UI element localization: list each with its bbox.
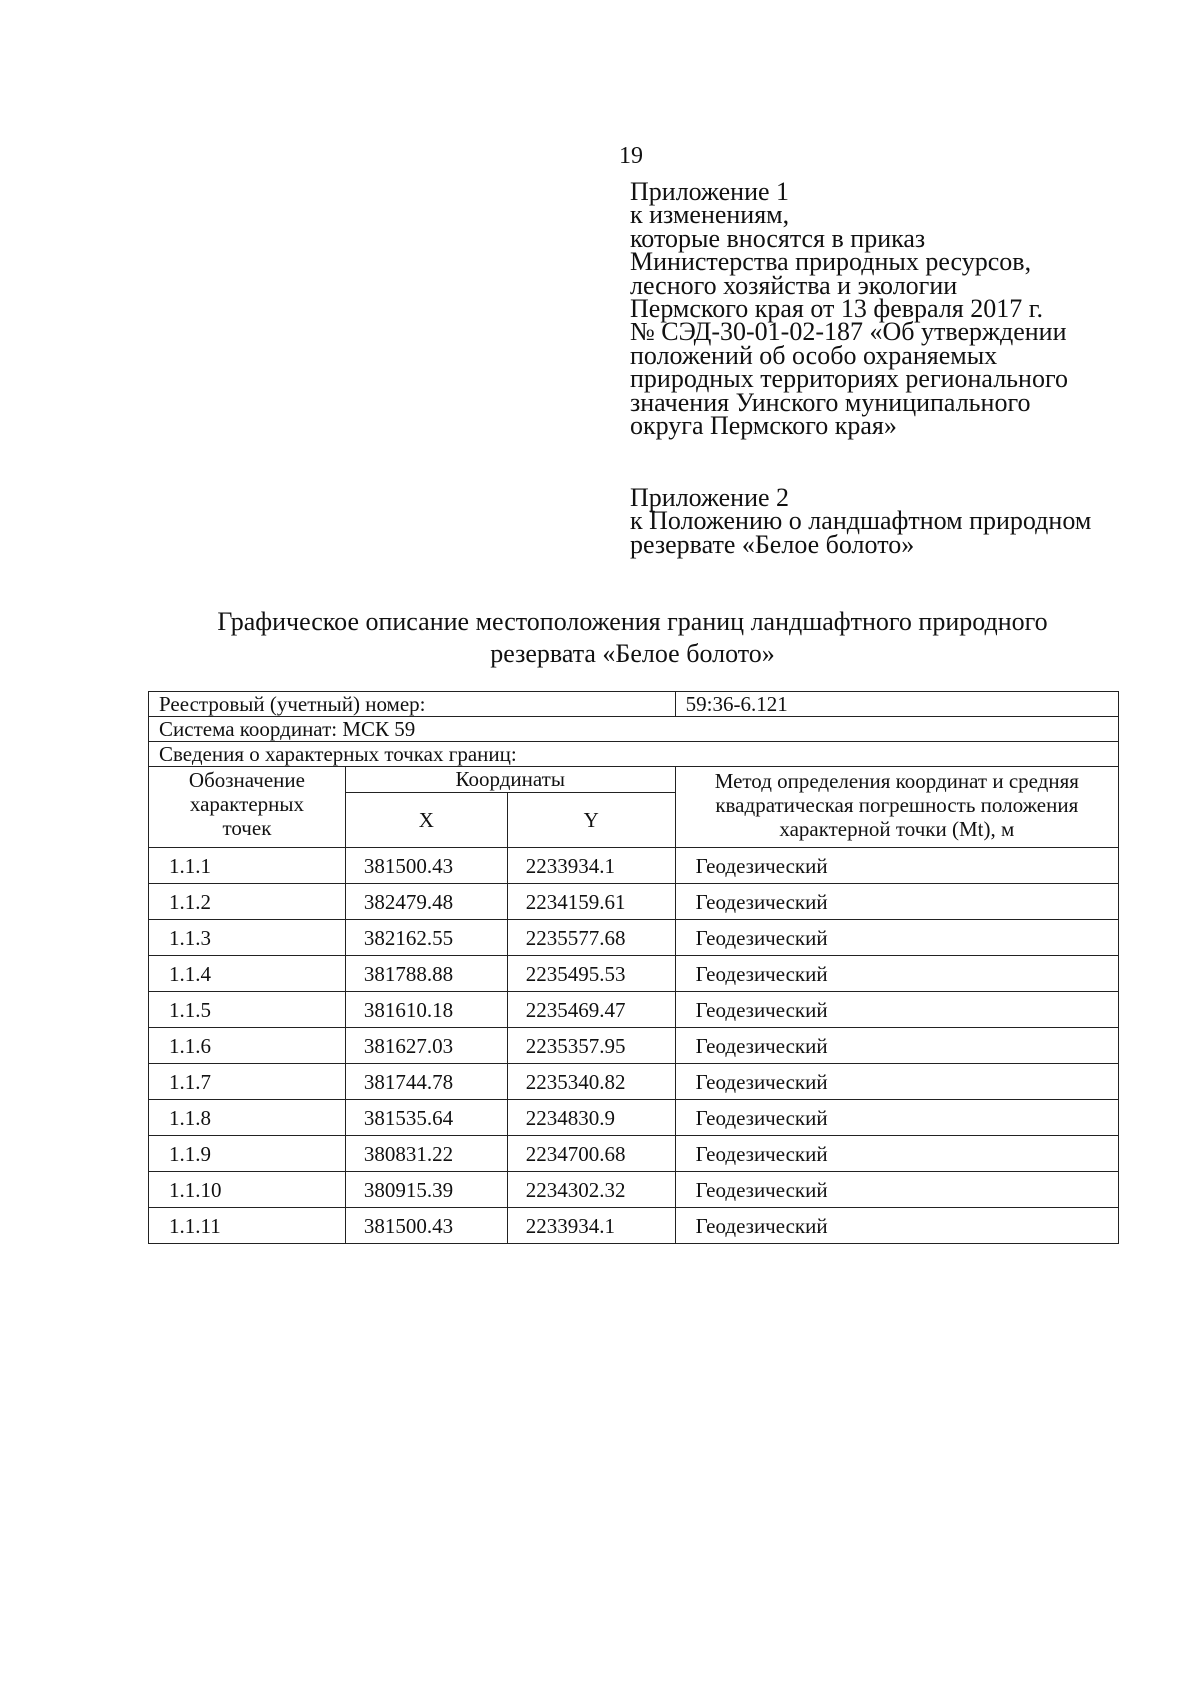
document-title — [165, 606, 1100, 670]
table-row — [149, 956, 1119, 992]
appendix-1-line: лесного хозяйства и экологии — [630, 270, 958, 300]
document-title-line: Графическое описание местоположения границ ландшафтного природного — [217, 607, 1048, 636]
y-value: 2234830.9 — [507, 1100, 675, 1136]
appendix-1-line: положений об особо охраняемых — [630, 340, 998, 370]
registry-row — [149, 692, 1119, 717]
appendix-1-line: Министерства природных ресурсов, — [630, 247, 1032, 277]
table-row — [149, 1172, 1119, 1208]
method-value: Геодезический — [675, 920, 1118, 956]
method-value: Геодезический — [675, 956, 1118, 992]
header-row — [149, 767, 1119, 793]
point-id: 1.1.4 — [149, 956, 346, 992]
points-info: Сведения о характерных точках границ: — [149, 742, 1119, 767]
boundary-points-table — [148, 691, 1119, 1244]
appendix-2-line: к Положению о ландшафтном природном — [630, 506, 1092, 536]
y-value: 2234302.32 — [507, 1172, 675, 1208]
point-id: 1.1.11 — [149, 1208, 346, 1244]
designation-header: Обозначение характерных точек — [149, 767, 346, 848]
y-value: 2235495.53 — [507, 956, 675, 992]
method-value: Геодезический — [675, 848, 1118, 884]
point-id: 1.1.5 — [149, 992, 346, 1028]
appendix-1-line: природных территориях регионального — [630, 364, 1068, 394]
x-header: X — [345, 793, 507, 848]
method-value: Геодезический — [675, 884, 1118, 920]
table-row — [149, 1208, 1119, 1244]
appendix-2-heading — [630, 483, 1092, 559]
table-row — [149, 1028, 1119, 1064]
method-value: Геодезический — [675, 1136, 1118, 1172]
y-value: 2235469.47 — [507, 992, 675, 1028]
table-row — [149, 992, 1119, 1028]
y-value: 2233934.1 — [507, 848, 675, 884]
x-value: 382162.55 — [345, 920, 507, 956]
x-value: 381788.88 — [345, 956, 507, 992]
appendix-2-line: Приложение 2 — [630, 483, 790, 512]
method-value: Геодезический — [675, 1100, 1118, 1136]
method-value: Геодезический — [675, 1028, 1118, 1064]
y-value: 2234700.68 — [507, 1136, 675, 1172]
point-id: 1.1.2 — [149, 884, 346, 920]
y-value: 2235357.95 — [507, 1028, 675, 1064]
x-value: 381535.64 — [345, 1100, 507, 1136]
coord-system-row — [149, 717, 1119, 742]
x-value: 382479.48 — [345, 884, 507, 920]
method-value: Геодезический — [675, 992, 1118, 1028]
table-row — [149, 1100, 1119, 1136]
y-value: 2235577.68 — [507, 920, 675, 956]
x-value: 381500.43 — [345, 848, 507, 884]
appendix-1-line: которые вносятся в приказ — [630, 223, 926, 253]
x-value: 381500.43 — [345, 1208, 507, 1244]
table-row — [149, 884, 1119, 920]
x-value: 380831.22 — [345, 1136, 507, 1172]
appendix-1-line: № СЭД-30-01-02-187 «Об утверждении — [630, 317, 1067, 347]
y-value: 2234159.61 — [507, 884, 675, 920]
method-value: Геодезический — [675, 1064, 1118, 1100]
appendix-1-line: Приложение 1 — [630, 177, 790, 206]
y-value: 2233934.1 — [507, 1208, 675, 1244]
table-row — [149, 1136, 1119, 1172]
table-row — [149, 1064, 1119, 1100]
x-value: 381744.78 — [345, 1064, 507, 1100]
method-value: Геодезический — [675, 1172, 1118, 1208]
appendix-1-line: Пермского края от 13 февраля 2017 г. — [630, 294, 1043, 324]
appendix-2-line: резервате «Белое болото» — [630, 529, 915, 559]
registry-label: Реестровый (учетный) номер: — [149, 692, 676, 717]
y-header: Y — [507, 793, 675, 848]
appendix-1-heading — [630, 177, 1068, 441]
x-value: 380915.39 — [345, 1172, 507, 1208]
page-number: 19 — [619, 143, 643, 169]
x-value: 381627.03 — [345, 1028, 507, 1064]
y-value: 2235340.82 — [507, 1064, 675, 1100]
appendix-1-line: округа Пермского края» — [630, 411, 897, 441]
coordinates-header: Координаты — [345, 767, 675, 793]
method-value: Геодезический — [675, 1208, 1118, 1244]
document-title-line: резервата «Белое болото» — [490, 639, 775, 668]
appendix-1-line: значения Уинского муниципального — [630, 387, 1031, 417]
coord-system: Система координат: МСК 59 — [149, 717, 1119, 742]
point-id: 1.1.8 — [149, 1100, 346, 1136]
points-info-row — [149, 742, 1119, 767]
x-value: 381610.18 — [345, 992, 507, 1028]
point-id: 1.1.9 — [149, 1136, 346, 1172]
point-id: 1.1.6 — [149, 1028, 346, 1064]
method-header: Метод определения координат и средняя квадратическая погрешность положения характерной точки (Mt), м — [675, 767, 1118, 848]
point-id: 1.1.7 — [149, 1064, 346, 1100]
table-row — [149, 848, 1119, 884]
table-row — [149, 920, 1119, 956]
registry-value: 59:36-6.121 — [675, 692, 1118, 717]
point-id: 1.1.10 — [149, 1172, 346, 1208]
point-id: 1.1.3 — [149, 920, 346, 956]
point-id: 1.1.1 — [149, 848, 346, 884]
appendix-1-line: к изменениям, — [630, 200, 790, 230]
